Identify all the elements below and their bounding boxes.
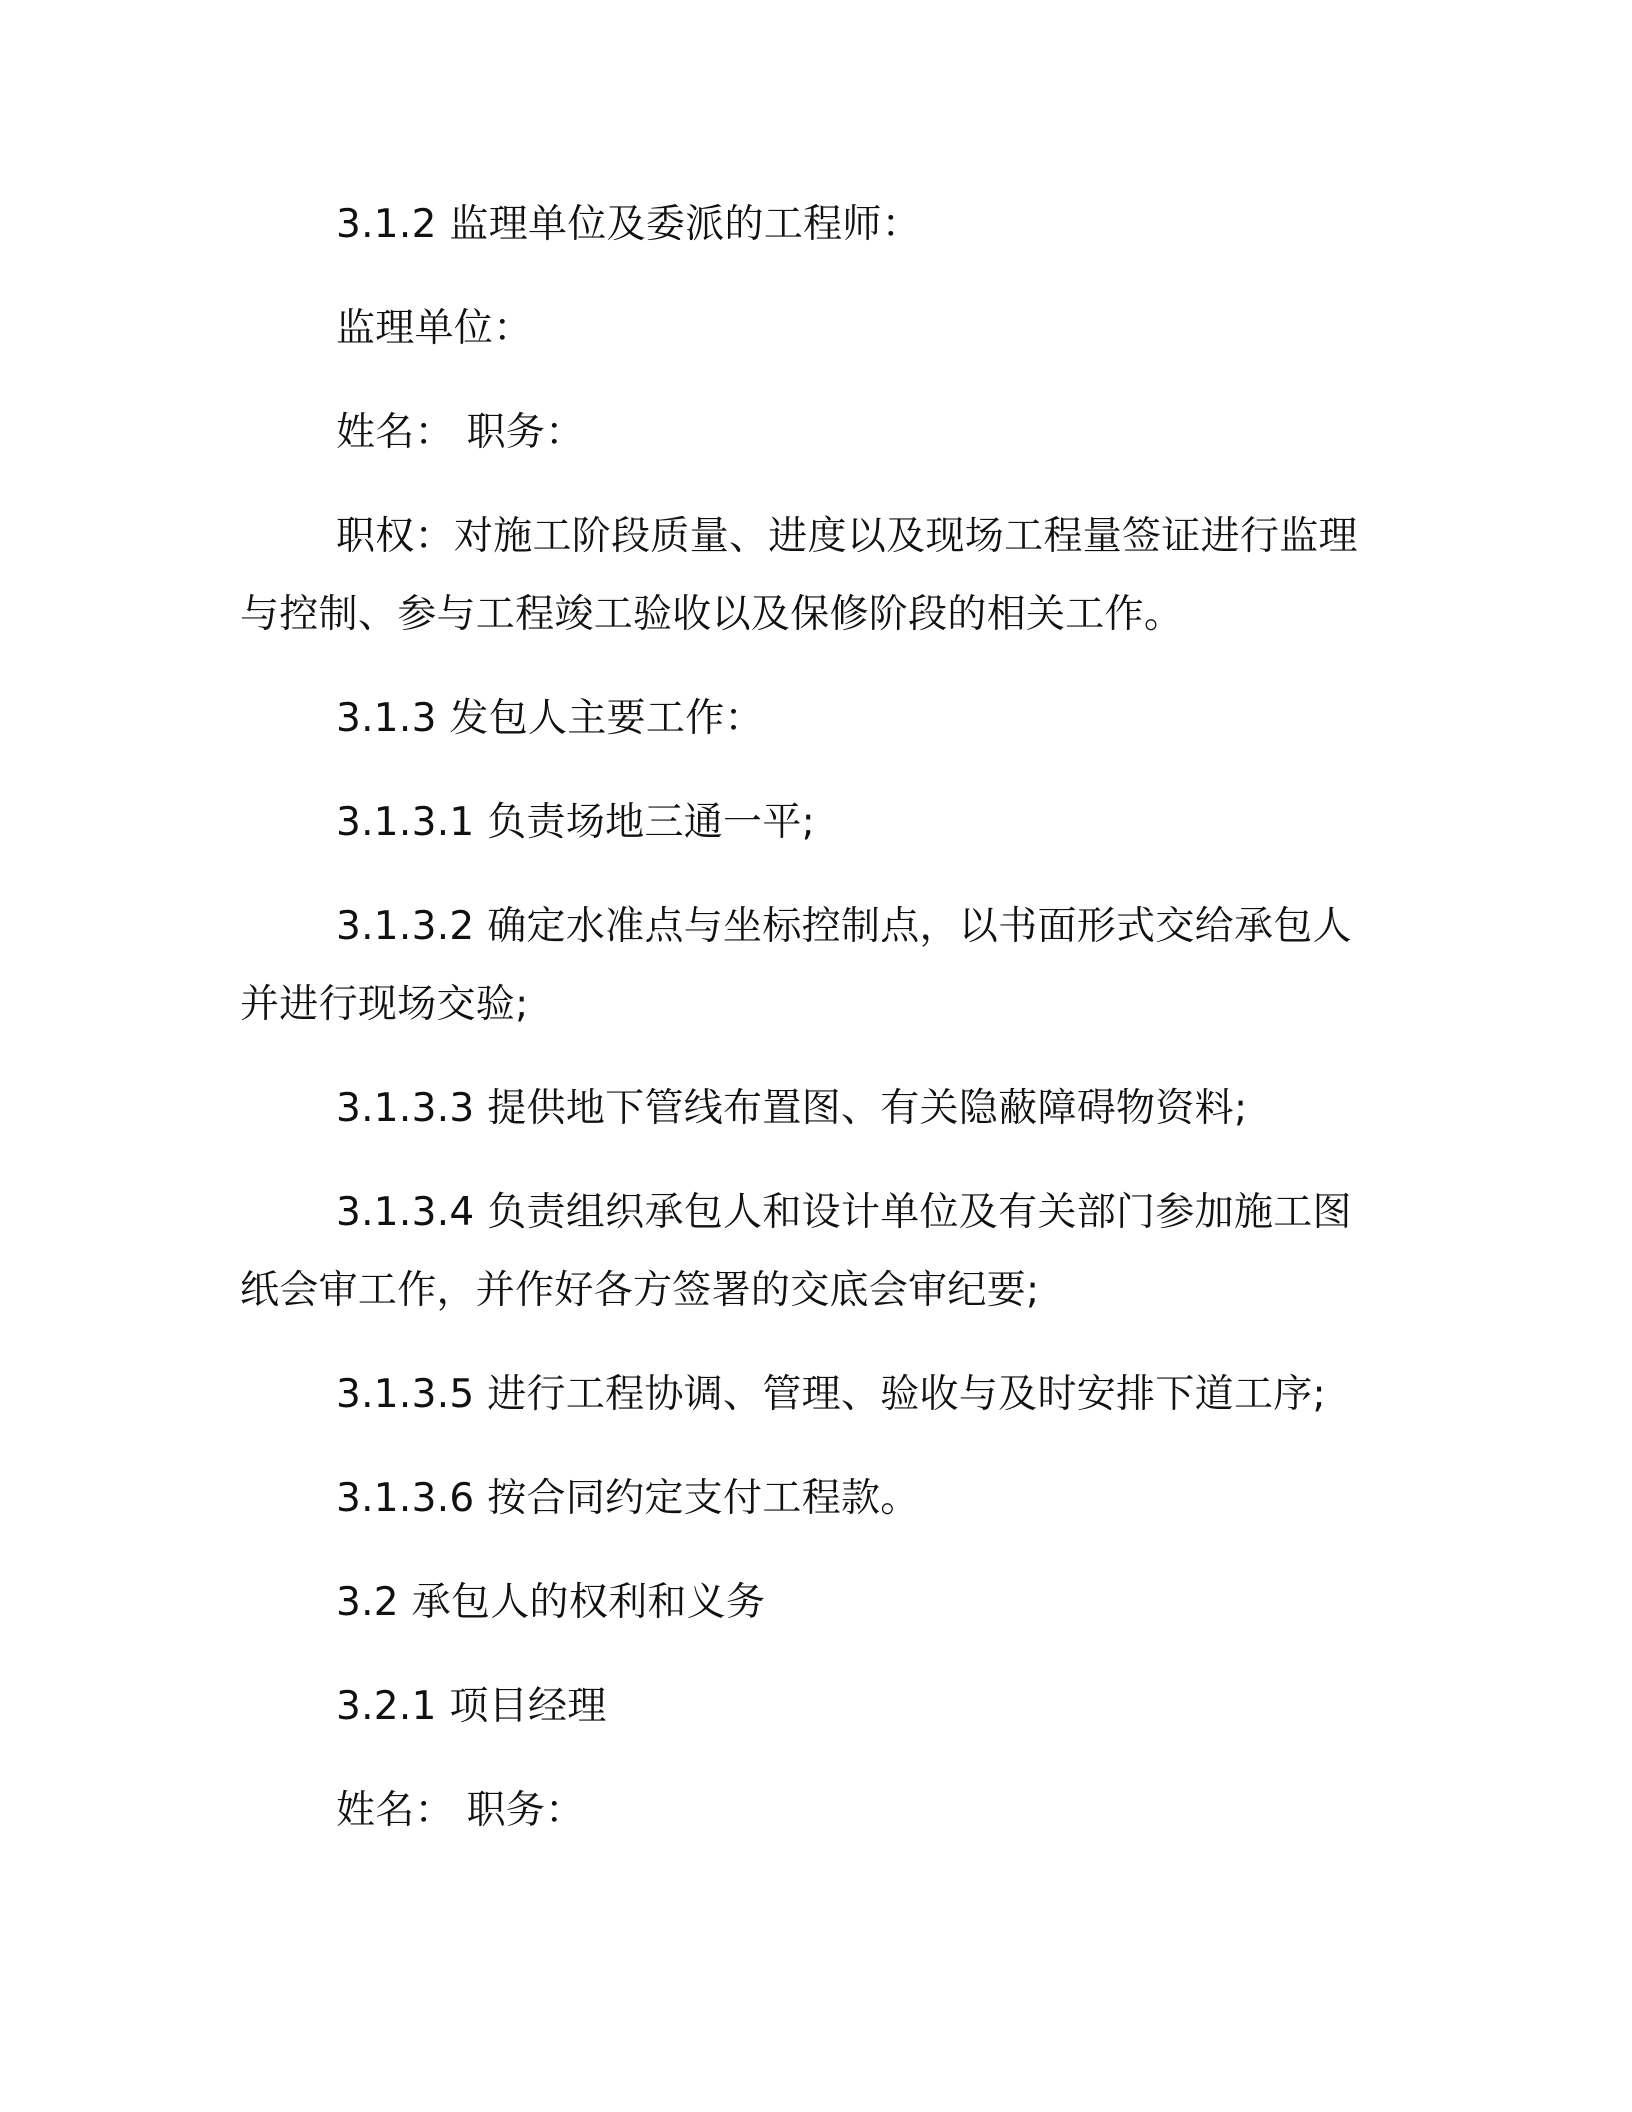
paragraph-item-3-1-3-3: 3.1.3.3 提供地下管线布置图、有关隐蔽障碍物资料; xyxy=(336,1086,1248,1131)
paragraph-item-3-1-3-6: 3.1.3.6 按合同约定支付工程款。 xyxy=(336,1476,920,1521)
paragraph-manager-name-position: 姓名： 职务： xyxy=(336,1788,585,1833)
paragraph-item-3-1-3-5: 3.1.3.5 进行工程协调、管理、验收与及时安排下道工序; xyxy=(336,1372,1326,1417)
paragraph-item-3-1-3-1: 3.1.3.1 负责场地三通一平; xyxy=(336,800,816,845)
paragraph-project-manager-heading: 3.2.1 项目经理 xyxy=(336,1684,607,1729)
paragraph-name-position: 姓名： 职务： xyxy=(336,410,585,455)
paragraph-contractor-rights-heading: 3.2 承包人的权利和义务 xyxy=(336,1580,766,1625)
paragraph-item-3-1-3-4: 3.1.3.4 负责组织承包人和设计单位及有关部门参加施工图纸会审工作，并作好各方签署的交底会审纪要; xyxy=(240,1190,1352,1313)
paragraph-employer-work-heading: 3.1.3 发包人主要工作： xyxy=(336,696,764,741)
document-body xyxy=(240,186,1390,1876)
paragraph-authority: 职权：对施工阶段质量、进度以及现场工程量签证进行监理与控制、参与工程竣工验收以及保修阶段的相关工作。 xyxy=(240,514,1358,637)
paragraph-supervision-heading: 3.1.2 监理单位及委派的工程师： xyxy=(336,202,922,247)
paragraph-supervision-unit: 监理单位： xyxy=(336,306,533,351)
paragraph-item-3-1-3-2: 3.1.3.2 确定水准点与坐标控制点，以书面形式交给承包人并进行现场交验; xyxy=(240,904,1352,1027)
